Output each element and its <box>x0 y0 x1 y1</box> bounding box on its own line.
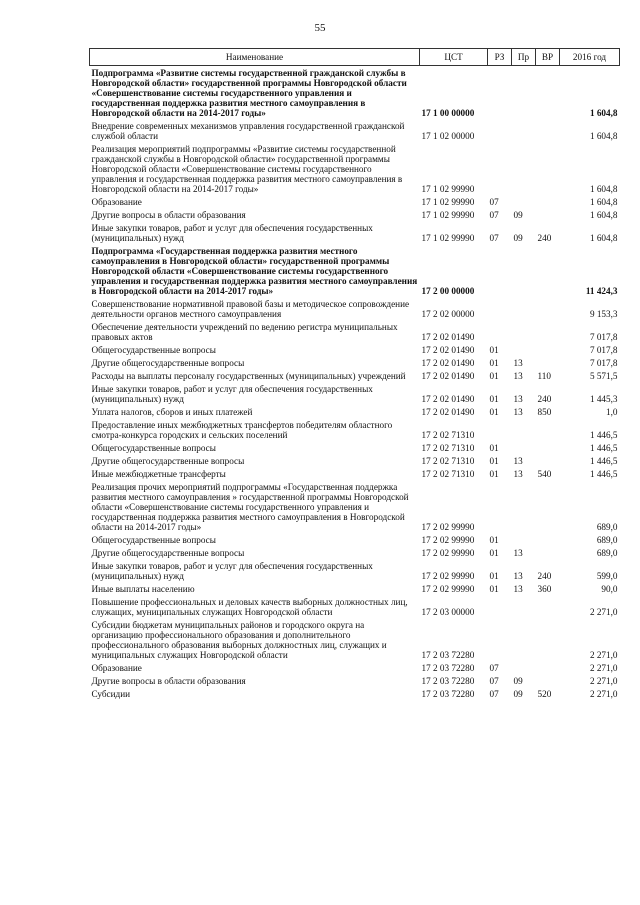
cell-pr: 13 <box>513 394 523 404</box>
cell-rz <box>488 418 512 441</box>
cell-vr <box>536 595 560 618</box>
cell-pr <box>512 320 536 343</box>
cell-csr: 17 2 03 00000 <box>421 607 475 617</box>
cell-name: Другие вопросы в области образования <box>91 210 246 220</box>
cell-sum: 689,0 <box>596 522 618 532</box>
table-row <box>90 467 620 480</box>
cell-vr: 850 <box>537 407 552 417</box>
cell-vr <box>536 441 560 454</box>
cell-rz <box>488 480 512 533</box>
cell-vr <box>536 244 560 297</box>
header-name: Наименование <box>90 49 420 66</box>
table-row <box>90 343 620 356</box>
cell-name: Другие общегосударственные вопросы <box>91 358 245 368</box>
cell-pr: 13 <box>513 469 523 479</box>
cell-sum: 7 017,8 <box>589 358 618 368</box>
header-year: 2016 год <box>560 49 620 66</box>
cell-name: Повышение профессиональных и деловых качеств выборных должностных лиц, служащих, муниципальных служащих Новгородской области <box>91 597 408 617</box>
cell-sum: 1 604,8 <box>589 131 618 141</box>
table-row <box>90 244 620 297</box>
cell-sum: 1 604,8 <box>589 184 618 194</box>
cell-sum: 1 604,8 <box>589 108 618 118</box>
cell-csr: 17 2 03 72280 <box>421 676 475 686</box>
cell-rz: 01 <box>489 535 499 545</box>
cell-sum: 7 017,8 <box>589 345 618 355</box>
cell-vr <box>536 66 560 120</box>
cell-pr: 09 <box>513 689 523 699</box>
cell-csr: 17 1 02 99990 <box>421 210 475 220</box>
cell-pr <box>512 661 536 674</box>
cell-vr <box>536 356 560 369</box>
table-row <box>90 119 620 142</box>
cell-vr <box>536 119 560 142</box>
cell-sum: 5 571,5 <box>589 371 618 381</box>
cell-rz <box>488 320 512 343</box>
table-row <box>90 687 620 700</box>
cell-csr: 17 1 02 99990 <box>421 197 475 207</box>
table-row <box>90 418 620 441</box>
cell-csr: 17 2 02 71310 <box>421 456 475 466</box>
cell-name: Внедрение современных механизмов управления государственной гражданской службой области <box>91 121 405 141</box>
cell-sum: 1 604,8 <box>589 233 618 243</box>
cell-rz: 01 <box>489 456 499 466</box>
cell-csr: 17 1 02 99990 <box>421 233 475 243</box>
cell-sum: 7 017,8 <box>589 332 618 342</box>
cell-sum: 2 271,0 <box>589 663 618 673</box>
table-row <box>90 142 620 195</box>
table-header-row <box>90 49 620 66</box>
cell-rz <box>488 119 512 142</box>
cell-vr: 240 <box>537 571 552 581</box>
cell-pr <box>512 297 536 320</box>
cell-csr: 17 2 02 99990 <box>421 522 475 532</box>
cell-sum: 11 424,3 <box>585 286 618 296</box>
cell-name: Совершенствование нормативной правовой базы и методическое сопровождение деятельности органов местного самоуправления <box>91 299 410 319</box>
cell-pr <box>512 418 536 441</box>
table-row <box>90 480 620 533</box>
cell-pr <box>512 119 536 142</box>
table-row <box>90 221 620 244</box>
header-pr: Пр <box>512 49 536 66</box>
cell-name: Расходы на выплаты персоналу государственных (муниципальных) учреждений <box>91 371 406 381</box>
cell-csr: 17 1 00 00000 <box>421 108 475 118</box>
cell-sum: 689,0 <box>596 548 618 558</box>
cell-sum: 2 271,0 <box>589 689 618 699</box>
cell-csr: 17 2 02 99990 <box>421 571 475 581</box>
table-row <box>90 195 620 208</box>
cell-vr: 520 <box>537 689 552 699</box>
table-row <box>90 441 620 454</box>
cell-rz: 01 <box>489 345 499 355</box>
cell-rz: 07 <box>489 676 499 686</box>
cell-name: Иные закупки товаров, работ и услуг для обеспечения государственных (муниципальных) нужд <box>91 223 373 243</box>
table-row <box>90 618 620 661</box>
cell-vr <box>536 674 560 687</box>
cell-rz <box>488 595 512 618</box>
cell-name: Субсидии бюджетам муниципальных районов и городского округа на организацию профессионального образования и дополнительного профессионального образования выборных должностных лиц, служащих и муниципальных служащих Новгородской области <box>91 620 387 660</box>
cell-pr: 09 <box>513 210 523 220</box>
cell-vr: 540 <box>537 469 552 479</box>
cell-sum: 689,0 <box>596 535 618 545</box>
cell-pr: 13 <box>513 371 523 381</box>
cell-sum: 1 604,8 <box>589 197 618 207</box>
cell-rz: 07 <box>489 197 499 207</box>
cell-name: Общегосударственные вопросы <box>91 535 216 545</box>
cell-vr <box>536 618 560 661</box>
cell-csr: 17 2 02 71310 <box>421 469 475 479</box>
cell-vr <box>536 418 560 441</box>
cell-rz: 01 <box>489 443 499 453</box>
cell-rz <box>488 142 512 195</box>
cell-name: Предоставление иных межбюджетных трансфертов победителям областного смотра-конкурса городских и сельских поселений <box>91 420 393 440</box>
page-number: 55 <box>314 22 326 34</box>
cell-rz: 01 <box>489 584 499 594</box>
table-row <box>90 661 620 674</box>
cell-rz: 07 <box>489 689 499 699</box>
cell-name: Реализация прочих мероприятий подпрограммы «Государственная поддержка развития местного самоуправления » государственной программы Новгородской области «Совершенствование системы государственного управления и государственная поддержка развития местного самоуправления в Новгородской области на 2014-2017 годы» <box>91 482 409 532</box>
cell-vr: 110 <box>537 371 551 381</box>
cell-pr: 13 <box>513 407 523 417</box>
cell-csr: 17 2 02 01490 <box>421 358 475 368</box>
cell-vr <box>536 454 560 467</box>
cell-csr: 17 2 02 01490 <box>421 394 475 404</box>
table-row <box>90 320 620 343</box>
cell-name: Реализация мероприятий подпрограммы «Развитие системы государственной гражданской службы в Новгородской области» государственной программы Новгородской области «Совершенствование системы государственного управления и государственная поддержка развития местного самоуправления в Новгородской области на 2014-2017 годы» <box>91 144 403 194</box>
cell-pr <box>512 441 536 454</box>
cell-pr <box>512 244 536 297</box>
cell-sum: 2 271,0 <box>589 650 618 660</box>
budget-table <box>89 48 620 700</box>
table-row <box>90 674 620 687</box>
cell-csr: 17 2 02 01490 <box>421 332 475 342</box>
cell-name: Образование <box>91 663 142 673</box>
cell-vr <box>536 480 560 533</box>
cell-pr: 13 <box>513 584 523 594</box>
cell-name: Иные межбюджетные трансферты <box>91 469 226 479</box>
cell-name: Иные закупки товаров, работ и услуг для обеспечения государственных (муниципальных) нужд <box>91 561 373 581</box>
cell-csr: 17 2 02 01490 <box>421 407 475 417</box>
cell-sum: 2 271,0 <box>589 676 618 686</box>
cell-rz: 01 <box>489 469 499 479</box>
table-row <box>90 382 620 405</box>
cell-rz <box>488 244 512 297</box>
cell-csr: 17 2 02 00000 <box>421 309 475 319</box>
cell-csr: 17 2 03 72280 <box>421 663 475 673</box>
table-row <box>90 454 620 467</box>
cell-name: Общегосударственные вопросы <box>91 443 216 453</box>
table-row <box>90 546 620 559</box>
cell-name: Субсидии <box>91 689 131 699</box>
cell-sum: 1 446,5 <box>589 430 618 440</box>
cell-sum: 1 446,5 <box>589 469 618 479</box>
cell-pr: 13 <box>513 548 523 558</box>
cell-rz <box>488 618 512 661</box>
cell-name: Общегосударственные вопросы <box>91 345 216 355</box>
table-row <box>90 595 620 618</box>
cell-rz: 07 <box>489 233 499 243</box>
cell-vr <box>536 297 560 320</box>
cell-vr: 240 <box>537 233 552 243</box>
cell-name: Иные закупки товаров, работ и услуг для обеспечения государственных (муниципальных) нужд <box>91 384 373 404</box>
cell-sum: 1 604,8 <box>589 210 618 220</box>
cell-name: Другие общегосударственные вопросы <box>91 548 245 558</box>
cell-csr: 17 2 02 99990 <box>421 535 475 545</box>
cell-pr: 13 <box>513 571 523 581</box>
cell-rz: 01 <box>489 548 499 558</box>
cell-vr <box>536 533 560 546</box>
cell-sum: 599,0 <box>596 571 618 581</box>
cell-csr: 17 2 02 71310 <box>421 443 475 453</box>
cell-vr: 360 <box>537 584 552 594</box>
cell-rz: 01 <box>489 407 499 417</box>
cell-pr <box>512 195 536 208</box>
cell-pr <box>512 533 536 546</box>
table-row <box>90 559 620 582</box>
cell-csr: 17 2 02 99990 <box>421 584 475 594</box>
cell-sum: 9 153,3 <box>589 309 618 319</box>
cell-pr: 09 <box>513 676 523 686</box>
cell-vr <box>536 208 560 221</box>
cell-sum: 90,0 <box>601 584 618 594</box>
cell-name: Подпрограмма «Развитие системы государственной гражданской службы в Новгородской области» государственной программы Новгородской области «Совершенствование системы государственного управления и государственная поддержка развития местного самоуправления в Новгородской области на 2014-2017 годы» <box>91 68 407 118</box>
table-row <box>90 66 620 120</box>
cell-csr: 17 2 02 01490 <box>421 371 475 381</box>
cell-rz: 07 <box>489 663 499 673</box>
cell-name: Иные выплаты населению <box>91 584 195 594</box>
cell-name: Образование <box>91 197 142 207</box>
cell-rz <box>488 66 512 120</box>
cell-vr <box>536 546 560 559</box>
cell-rz: 07 <box>489 210 499 220</box>
table-row <box>90 533 620 546</box>
table-row <box>90 208 620 221</box>
cell-sum: 1,0 <box>606 407 618 417</box>
cell-csr: 17 2 03 72280 <box>421 650 475 660</box>
cell-pr: 13 <box>513 456 523 466</box>
table-row <box>90 369 620 382</box>
cell-name: Обеспечение деятельности учреждений по ведению регистра муниципальных правовых актов <box>91 322 398 342</box>
cell-pr: 09 <box>513 233 523 243</box>
table-row <box>90 356 620 369</box>
cell-sum: 2 271,0 <box>589 607 618 617</box>
cell-pr <box>512 343 536 356</box>
header-csr: ЦСТ <box>420 49 488 66</box>
cell-rz: 01 <box>489 571 499 581</box>
cell-sum: 1 446,5 <box>589 456 618 466</box>
cell-vr <box>536 195 560 208</box>
cell-csr: 17 2 02 01490 <box>421 345 475 355</box>
cell-csr: 17 2 02 71310 <box>421 430 475 440</box>
cell-pr <box>512 142 536 195</box>
cell-rz: 01 <box>489 358 499 368</box>
cell-rz: 01 <box>489 371 499 381</box>
header-rz: РЗ <box>488 49 512 66</box>
table-row <box>90 405 620 418</box>
cell-vr <box>536 320 560 343</box>
cell-pr <box>512 595 536 618</box>
cell-csr: 17 1 02 00000 <box>421 131 475 141</box>
cell-pr <box>512 480 536 533</box>
cell-sum: 1 446,5 <box>589 443 618 453</box>
table-row <box>90 582 620 595</box>
cell-csr: 17 2 00 00000 <box>421 286 475 296</box>
cell-name: Уплата налогов, сборов и иных платежей <box>91 407 253 417</box>
cell-csr: 17 2 02 99990 <box>421 548 475 558</box>
cell-pr: 13 <box>513 358 523 368</box>
cell-csr: 17 1 02 99990 <box>421 184 475 194</box>
cell-rz: 01 <box>489 394 499 404</box>
cell-vr <box>536 661 560 674</box>
cell-csr: 17 2 03 72280 <box>421 689 475 699</box>
cell-name: Другие вопросы в области образования <box>91 676 246 686</box>
cell-vr: 240 <box>537 394 552 404</box>
cell-vr <box>536 142 560 195</box>
table-body <box>90 66 620 701</box>
cell-rz <box>488 297 512 320</box>
cell-name: Другие общегосударственные вопросы <box>91 456 245 466</box>
cell-pr <box>512 66 536 120</box>
table-row <box>90 297 620 320</box>
header-vr: ВР <box>536 49 560 66</box>
cell-name: Подпрограмма «Государственная поддержка развития местного самоуправления в Новгородской области» государственной программы Новгородской области «Совершенствование системы государственного управления и государственная поддержка развития местного самоуправления в Новгородской области на 2014-2017 годы» <box>91 246 418 296</box>
cell-sum: 1 445,3 <box>589 394 618 404</box>
cell-pr <box>512 618 536 661</box>
cell-vr <box>536 343 560 356</box>
